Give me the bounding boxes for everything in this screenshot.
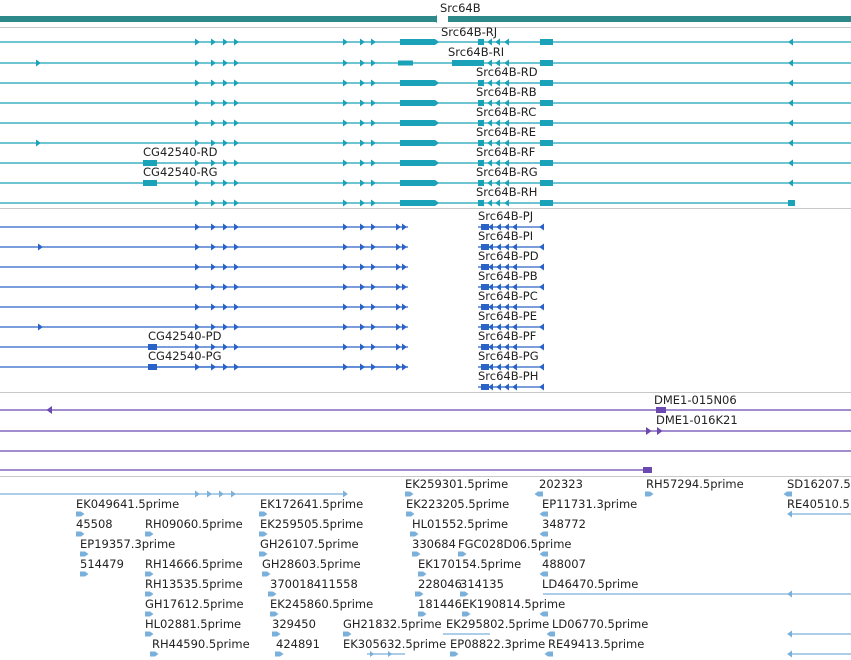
est-label[interactable]: RH09060.5prime bbox=[145, 517, 243, 531]
est-label[interactable]: EK305632.5prime bbox=[343, 637, 447, 651]
protein-label[interactable]: Src64B-PC bbox=[478, 289, 538, 303]
transcript-label[interactable]: Src64B-RE bbox=[476, 125, 537, 139]
est-label[interactable]: RE40510.5 bbox=[787, 497, 850, 511]
est-label[interactable]: GH21832.5prime bbox=[343, 617, 442, 631]
est-label[interactable]: EP19357.3prime bbox=[80, 537, 176, 551]
est-label[interactable]: RH57294.5prime bbox=[646, 477, 744, 491]
est-label[interactable]: 181446 bbox=[418, 597, 462, 611]
est-label[interactable]: EK223205.5prime bbox=[406, 497, 510, 511]
est-label[interactable]: 329450 bbox=[272, 617, 316, 631]
est-label[interactable]: EK259505.5prime bbox=[260, 517, 364, 531]
est-label[interactable]: LD46470.5prime bbox=[542, 577, 639, 591]
protein-label[interactable]: CG42540-PG bbox=[148, 349, 222, 363]
protein-label[interactable]: Src64B-PJ bbox=[478, 209, 534, 223]
clone-label[interactable]: DME1-015N06 bbox=[654, 393, 737, 407]
transcript-label[interactable]: Src64B-RF bbox=[476, 145, 536, 159]
transcript-label[interactable]: CG42540-RG bbox=[143, 165, 218, 179]
est-label[interactable]: 330684 bbox=[412, 537, 456, 551]
est-label[interactable]: GH17612.5prime bbox=[145, 597, 244, 611]
est-label[interactable]: RH44590.5prime bbox=[152, 637, 250, 651]
protein-label[interactable]: Src64B-PG bbox=[478, 349, 539, 363]
est-label[interactable]: EP08822.3prime bbox=[450, 637, 546, 651]
est-label[interactable]: RH14666.5prime bbox=[145, 557, 243, 571]
est-label[interactable]: GH28603.5prime bbox=[262, 557, 361, 571]
est-label[interactable]: EK172641.5prime bbox=[260, 497, 364, 511]
transcript-label[interactable]: Src64B-RC bbox=[476, 105, 537, 119]
est-label[interactable]: HL02881.5prime bbox=[145, 617, 242, 631]
protein-label[interactable]: Src64B-PD bbox=[478, 249, 539, 263]
protein-label[interactable]: Src64B-PH bbox=[478, 369, 539, 383]
est-label[interactable]: SD16207.5 bbox=[787, 477, 851, 491]
est-label[interactable]: EK295802.5prime bbox=[446, 617, 550, 631]
est-label[interactable]: 228046 bbox=[418, 577, 462, 591]
transcript-label[interactable]: Src64B-RG bbox=[476, 165, 538, 179]
transcript-label[interactable]: Src64B-RB bbox=[476, 85, 537, 99]
est-label[interactable]: 348772 bbox=[542, 517, 586, 531]
protein-label[interactable]: Src64B-PF bbox=[478, 329, 537, 343]
protein-label[interactable]: CG42540-PD bbox=[148, 329, 222, 343]
est-label[interactable]: 370018411558 bbox=[270, 577, 358, 591]
est-label[interactable]: EK049641.5prime bbox=[76, 497, 180, 511]
est-label[interactable]: EK170154.5prime bbox=[418, 557, 522, 571]
est-label[interactable]: EK190814.5prime bbox=[462, 597, 566, 611]
est-label[interactable]: RE49413.5prime bbox=[548, 637, 645, 651]
est-label[interactable]: HL01552.5prime bbox=[412, 517, 509, 531]
protein-label[interactable]: Src64B-PE bbox=[478, 309, 537, 323]
est-label[interactable]: 314135 bbox=[460, 577, 504, 591]
protein-label[interactable]: Src64B-PI bbox=[478, 229, 534, 243]
transcript-label[interactable]: Src64B-RJ bbox=[441, 25, 498, 39]
est-label[interactable]: EP11731.3prime bbox=[542, 497, 638, 511]
transcript-label[interactable]: Src64B-RD bbox=[476, 65, 538, 79]
clone-label[interactable]: DME1-016K21 bbox=[656, 413, 738, 427]
est-label[interactable]: 488007 bbox=[542, 557, 586, 571]
est-label[interactable]: EK259301.5prime bbox=[405, 477, 509, 491]
est-label[interactable]: FGC028D06.5prime bbox=[458, 537, 572, 551]
est-label[interactable]: LD06770.5prime bbox=[552, 617, 649, 631]
est-label[interactable]: 514479 bbox=[80, 557, 124, 571]
gene-label[interactable]: Src64B bbox=[440, 1, 481, 15]
transcript-label[interactable]: Src64B-RH bbox=[476, 185, 538, 199]
transcript-label[interactable]: Src64B-RI bbox=[448, 45, 505, 59]
transcript-label[interactable]: CG42540-RD bbox=[143, 145, 218, 159]
est-label[interactable]: RH13535.5prime bbox=[145, 577, 243, 591]
protein-label[interactable]: Src64B-PB bbox=[478, 269, 538, 283]
est-label[interactable]: 202323 bbox=[539, 477, 583, 491]
est-label[interactable]: 424891 bbox=[276, 637, 320, 651]
est-label[interactable]: EK245860.5prime bbox=[270, 597, 374, 611]
est-label[interactable]: 45508 bbox=[76, 517, 113, 531]
est-label[interactable]: GH26107.5prime bbox=[260, 537, 359, 551]
